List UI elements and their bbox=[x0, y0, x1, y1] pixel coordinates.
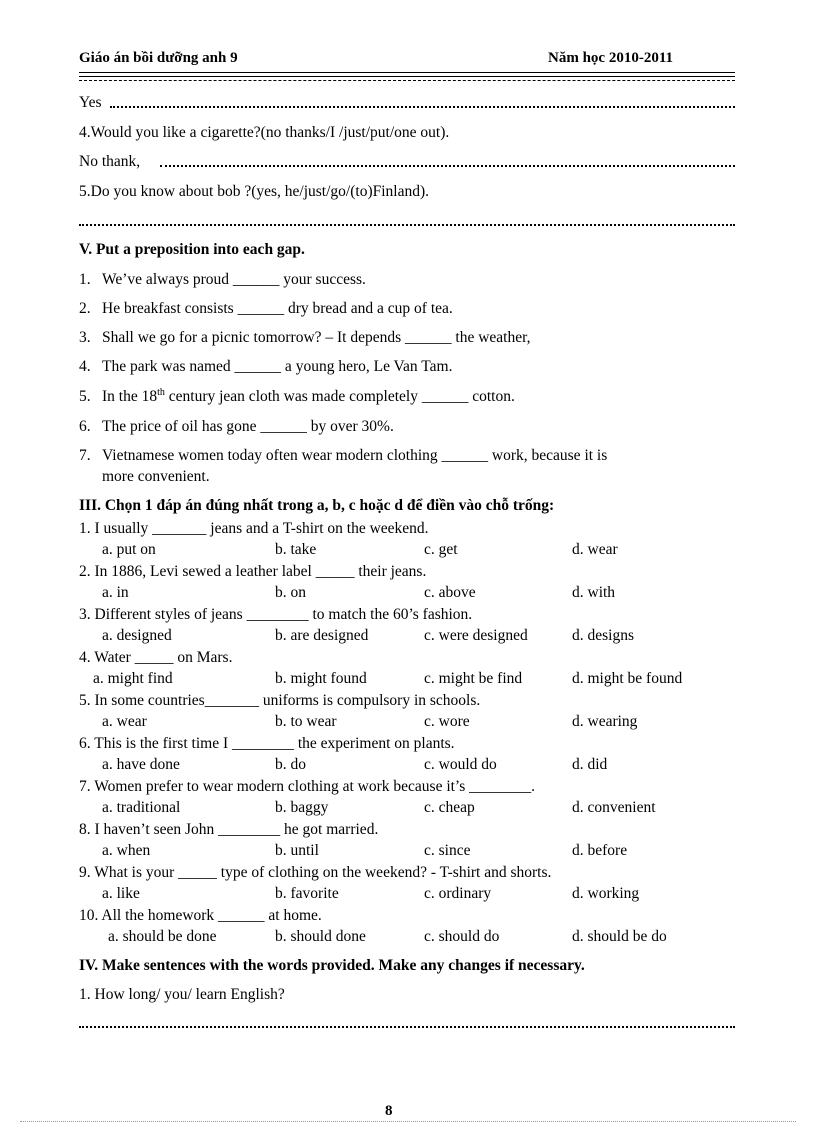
answer-option: a. traditional bbox=[102, 799, 181, 816]
list-item bbox=[79, 418, 394, 436]
answer-option: c. above bbox=[424, 584, 476, 601]
list-item bbox=[79, 388, 515, 408]
answer-option: b. until bbox=[275, 842, 319, 859]
answer-option: a. designed bbox=[102, 627, 172, 644]
item-text: In the 18 bbox=[102, 388, 158, 405]
header-rule bbox=[79, 80, 735, 81]
section-title: III. Chọn 1 đáp án đúng nhất trong a, b, c hoặc d để điền vào chỗ trống: bbox=[79, 497, 555, 514]
header-rule bbox=[79, 72, 735, 73]
answer-option: c. would do bbox=[424, 756, 497, 773]
question-text: 7. Women prefer to wear modern clothing at work because it’s ________. bbox=[79, 778, 536, 795]
answer-option: d. convenient bbox=[572, 799, 656, 816]
answer-option: d. should be do bbox=[572, 928, 667, 945]
item-text: Shall we go for a picnic tomorrow? – It depends ______ the weather, bbox=[102, 329, 531, 346]
answer-option: b. might found bbox=[275, 670, 367, 687]
header-title: Giáo án bồi dưỡng anh 9 bbox=[79, 50, 238, 66]
answer-option: c. ordinary bbox=[424, 885, 492, 902]
item-number: 1. bbox=[79, 271, 91, 288]
section-title: IV. Make sentences with the words provided. Make any changes if necessary. bbox=[79, 957, 585, 974]
answer-line bbox=[160, 165, 735, 167]
answer-option: b. to wear bbox=[275, 713, 337, 730]
question-text: 4. Water _____ on Mars. bbox=[79, 649, 233, 666]
item-text: The park was named ______ a young hero, Le Van Tam. bbox=[102, 358, 453, 375]
section-title: V. Put a preposition into each gap. bbox=[79, 241, 305, 258]
question-text: 9. What is your _____ type of clothing on the weekend? - T-shirt and shorts. bbox=[79, 864, 552, 881]
question-text: 4.Would you like a cigarette?(no thanks/I /just/put/one out). bbox=[79, 124, 450, 141]
answer-line bbox=[79, 224, 735, 226]
answer-option: a. wear bbox=[102, 713, 147, 730]
answer-label: No thank, bbox=[79, 153, 141, 170]
answer-option: a. put on bbox=[102, 541, 156, 558]
answer-option: b. should done bbox=[275, 928, 366, 945]
list-item bbox=[79, 271, 366, 289]
list-item bbox=[79, 329, 531, 347]
answer-option: c. were designed bbox=[424, 627, 528, 644]
item-number: 2. bbox=[79, 300, 91, 317]
question-text: 6. This is the first time I ________ the experiment on plants. bbox=[79, 735, 455, 752]
answer-option: c. since bbox=[424, 842, 471, 859]
answer-option: c. should do bbox=[424, 928, 500, 945]
question-text: 5. In some countries_______ uniforms is compulsory in schools. bbox=[79, 692, 481, 709]
question-text: 5.Do you know about bob ?(yes, he/just/go/(to)Finland). bbox=[79, 183, 429, 200]
page-number: 8 bbox=[385, 1103, 393, 1119]
answer-option: a. have done bbox=[102, 756, 180, 773]
answer-option: c. cheap bbox=[424, 799, 475, 816]
answer-option: b. on bbox=[275, 584, 306, 601]
list-item bbox=[79, 447, 607, 465]
answer-option: d. before bbox=[572, 842, 628, 859]
item-text: century jean cloth was made completely ______ cotton. bbox=[164, 388, 515, 405]
item-text: He breakfast consists ______ dry bread and a cup of tea. bbox=[102, 300, 453, 317]
answer-option: a. like bbox=[102, 885, 140, 902]
answer-option: a. in bbox=[102, 584, 129, 601]
answer-line bbox=[110, 106, 735, 108]
answer-option: a. when bbox=[102, 842, 151, 859]
item-number: 6. bbox=[79, 418, 91, 435]
answer-option: b. favorite bbox=[275, 885, 339, 902]
answer-label: Yes bbox=[79, 94, 102, 111]
answer-option: c. get bbox=[424, 541, 458, 558]
item-text: We’ve always proud ______ your success. bbox=[102, 271, 366, 288]
answer-option: a. might find bbox=[93, 670, 173, 687]
item-number: 4. bbox=[79, 358, 91, 375]
answer-option: d. with bbox=[572, 584, 616, 601]
answer-option: b. baggy bbox=[275, 799, 329, 816]
answer-option: d. might be found bbox=[572, 670, 683, 687]
footer-rule bbox=[20, 1121, 796, 1122]
answer-option: d. designs bbox=[572, 627, 634, 644]
item-text: Vietnamese women today often wear modern clothing ______ work, because it is bbox=[102, 447, 608, 464]
item-text: The price of oil has gone ______ by over 30%. bbox=[102, 418, 394, 435]
header-rule bbox=[79, 76, 735, 77]
question-text: 3. Different styles of jeans ________ to match the 60’s fashion. bbox=[79, 606, 473, 623]
answer-option: b. are designed bbox=[275, 627, 369, 644]
answer-option: d. wearing bbox=[572, 713, 638, 730]
superscript: th bbox=[157, 387, 165, 398]
item-number: 3. bbox=[79, 329, 91, 346]
header-school-year: Năm học 2010-2011 bbox=[548, 50, 673, 66]
item-number: 5. bbox=[79, 388, 91, 405]
answer-option: c. wore bbox=[424, 713, 470, 730]
answer-option: a. should be done bbox=[108, 928, 217, 945]
question-text: 1. I usually _______ jeans and a T-shirt on the weekend. bbox=[79, 520, 429, 537]
answer-line bbox=[79, 1026, 735, 1028]
item-text-continued: more convenient. bbox=[102, 468, 210, 485]
question-text: 8. I haven’t seen John ________ he got married. bbox=[79, 821, 379, 838]
question-text: 1. How long/ you/ learn English? bbox=[79, 986, 285, 1003]
answer-option: d. did bbox=[572, 756, 608, 773]
question-text: 10. All the homework ______ at home. bbox=[79, 907, 322, 924]
list-item bbox=[79, 300, 453, 318]
item-number: 7. bbox=[79, 447, 91, 464]
answer-option: d. wear bbox=[572, 541, 618, 558]
answer-option: b. do bbox=[275, 756, 306, 773]
answer-option: c. might be find bbox=[424, 670, 523, 687]
answer-option: d. working bbox=[572, 885, 640, 902]
question-text: 2. In 1886, Levi sewed a leather label _____ their jeans. bbox=[79, 563, 427, 580]
answer-option: b. take bbox=[275, 541, 317, 558]
list-item bbox=[79, 358, 452, 376]
